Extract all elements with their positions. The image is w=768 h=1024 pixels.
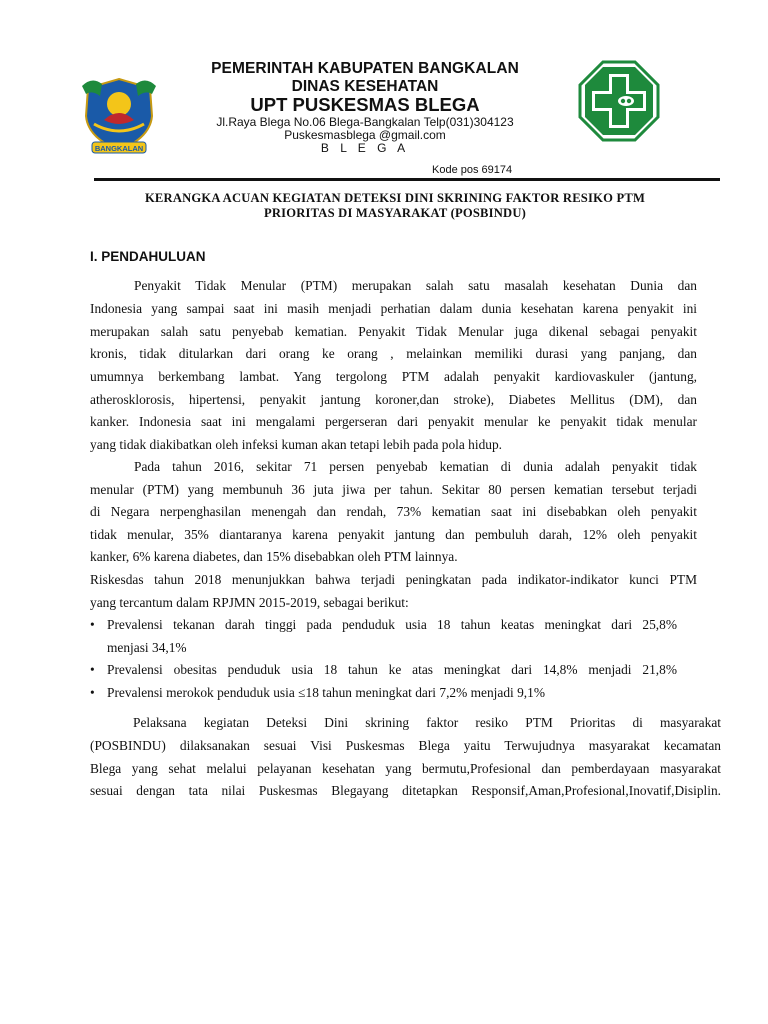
department-name: DINAS KESEHATAN bbox=[291, 78, 439, 95]
title-line-1: KERANGKA ACUAN KEGIATAN DETEKSI DINI SKRINING FAKTOR RESIKO PTM bbox=[144, 191, 646, 205]
para2-line: di Negara nerpenghasilan menengah dan rendah, 73% kematian saat ini disebabkan oleh penyakit bbox=[90, 504, 697, 519]
unit-name: UPT PUSKESMAS BLEGA bbox=[250, 94, 480, 115]
para1-line: Penyakit Tidak Menular (PTM) merupakan salah satu masalah kesehatan Dunia dan bbox=[134, 278, 697, 293]
bullet-item: Prevalensi obesitas penduduk usia 18 tahun ke atas meningkat dari 14,8% menjadi 21,8% bbox=[107, 662, 677, 677]
riskesdas-line: Riskesdas tahun 2018 menunjukkan bahwa terjadi peningkatan pada indikator-indikator kunci PTM bbox=[90, 572, 697, 587]
puskesmas-logo-icon bbox=[578, 60, 660, 142]
bullet-marker: • bbox=[90, 617, 95, 632]
para3-line: (POSBINDU) dilaksanakan sesuai Visi Puskesmas Blega yaitu Terwujudnya masyarakat kecamatan bbox=[90, 738, 721, 753]
para2-line: kanker, 6% karena diabetes, dan 15% disebabkan oleh PTM lainnya. bbox=[90, 549, 458, 564]
bullet-marker: • bbox=[90, 662, 95, 677]
riskesdas-line: yang tercantum dalam RPJMN 2015-2019, sebagai berikut: bbox=[90, 595, 409, 610]
title-line-2: PRIORITAS DI MASYARAKAT (POSBINDU) bbox=[263, 206, 527, 220]
para2-line: tidak menular, 35% diantaranya karena penyakit jantung dan pembuluh darah, 12% oleh penyakit bbox=[90, 527, 697, 542]
para3-line: Pelaksana kegiatan Deteksi Dini skrining faktor resiko PTM Prioritas di masyarakat bbox=[133, 715, 721, 730]
bullet-item-continued: menjasi 34,1% bbox=[107, 640, 187, 655]
para1-line: atherosklorosis, hipertensi, penyakit jantung koroner,dan stroke), Diabetes Mellitus (DM), dan bbox=[90, 392, 697, 407]
letterhead-divider bbox=[94, 178, 720, 181]
para1-line: kanker. Indonesia saat ini mengalami pergerseran dari penyakit menular ke penyakit tidak menular bbox=[90, 414, 697, 429]
government-name: PEMERINTAH KABUPATEN BANGKALAN bbox=[211, 60, 519, 77]
bullet-item: Prevalensi merokok penduduk usia ≤18 tahun meningkat dari 7,2% menjadi 9,1% bbox=[107, 685, 545, 700]
para3-line: sesuai dengan tata nilai Puskesmas Blegayang ditetapkan Responsif,Aman,Profesional,Inovatif,Disiplin. bbox=[90, 783, 721, 798]
bangkalan-emblem-icon bbox=[80, 76, 158, 156]
document-title bbox=[80, 191, 710, 221]
emblem-label: BANGKALAN bbox=[94, 144, 144, 153]
email-line: Puskesmasblega @gmail.com bbox=[284, 128, 446, 142]
bullet-item: Prevalensi tekanan darah tinggi pada penduduk usia 18 tahun keatas meningkat dari 25,8% bbox=[107, 617, 677, 632]
bullet-marker: • bbox=[90, 685, 95, 700]
para1-line: umumnya berkembang lambat. Yang tergolong PTM adalah penyakit kardiovaskuler (jantung, bbox=[90, 369, 697, 384]
para1-line: yang tidak diakibatkan oleh infeksi kuman akan tetapi lebih pada pola hidup. bbox=[90, 437, 503, 452]
para2-line: menular (PTM) yang membunuh 36 juta jiwa per tahun. Sekitar 80 persen kematian tersebut terjadi bbox=[90, 482, 697, 497]
postal-code: Kode pos 69174 bbox=[432, 164, 513, 176]
section-heading: I. PENDAHULUAN bbox=[90, 249, 206, 264]
town-line: B L E G A bbox=[320, 141, 410, 155]
para2-line: Pada tahun 2016, sekitar 71 persen penyebab kematian di dunia adalah penyakit tidak bbox=[134, 459, 697, 474]
para3-line: Blega yang sehat melalui pelayanan kesehatan yang bermutu,Profesional dan pemberdayaan masyarakat bbox=[90, 761, 721, 776]
para1-line: kronis, tidak ditularkan dari orang ke orang , melainkan memiliki durasi yang panjang, dan bbox=[90, 346, 697, 361]
para1-line: Indonesia yang sampai saat ini masih menjadi perhatian dalam dunia kesehatan karena penyakit ini bbox=[90, 301, 697, 316]
address-line: Jl.Raya Blega No.06 Blega-Bangkalan Telp(031)304123 bbox=[216, 115, 514, 129]
para1-line: merupakan salah satu penyebab kematian. Penyakit Tidak Menular juga dikenal sebagai penyakit bbox=[90, 324, 697, 339]
